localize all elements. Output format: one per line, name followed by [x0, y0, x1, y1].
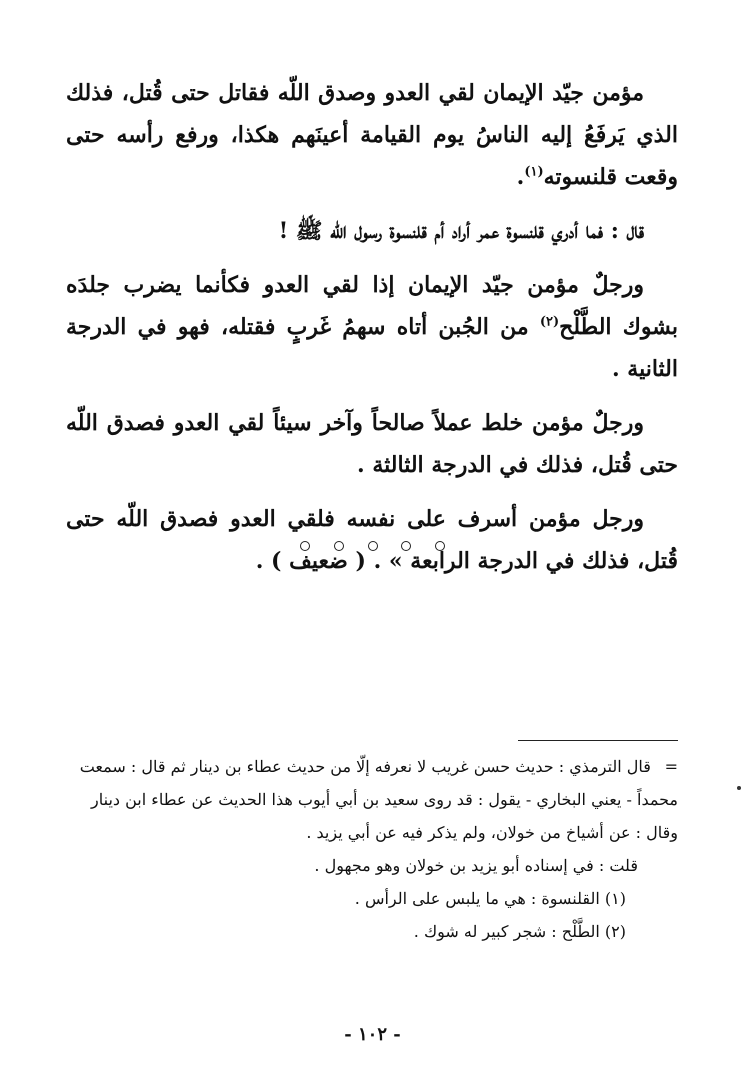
footnote-line-4: قلت : في إسناده أبو يزيد بن خولان وهو مجهول . [314, 856, 638, 875]
footnotes [60, 750, 678, 948]
footnote-1-text: القلنسوة : هي ما يلبس على الرأس . [354, 889, 600, 908]
separator-circle-icon [368, 541, 378, 551]
hadith-grade: ( ضعيف ) [271, 548, 366, 574]
main-text [66, 72, 678, 594]
paragraph-3 [66, 264, 678, 390]
page-number: - ١٠٢ - [344, 1024, 401, 1045]
continuation-mark: = [664, 757, 678, 776]
paragraph-5-text: ورجل مؤمن أسرف على نفسه فلقي العدو فصدق اللّه حتى قُتل، فذلك في الدرجة الرابعة » . [66, 506, 678, 574]
footnote-2-text: الطَّلْح : شجر كبير له شوك . [413, 922, 600, 941]
separator-circle-icon [334, 541, 344, 551]
footnote-divider [518, 740, 678, 741]
paragraph-3-text-a: ورجلٌ مؤمن جيّد الإيمان إذا لقي العدو فكأنما يضرب جلدَه بشوك الطَّلْح [66, 272, 678, 340]
footnote-1-number: (١) [604, 889, 626, 908]
separator-circle-icon [401, 541, 411, 551]
footnote-ref-1[interactable]: (١) [524, 164, 544, 180]
footnote-line-2: محمداً - يعني البخاري - يقول : قد روى سعيد بن أبي أيوب هذا الحديث عن عطاء ابن دينار [91, 790, 678, 809]
paragraph-2: قال : فما أدري قلنسوة عمر أراد أم قلنسوة رسول اللّه ﷺ ! [278, 218, 644, 244]
paragraph-1 [66, 72, 678, 198]
section-separator [300, 541, 445, 551]
footnote-1 [60, 882, 678, 915]
paragraph-1-end: . [516, 164, 525, 190]
separator-circle-icon [435, 541, 445, 551]
footnote-line-1 [60, 750, 678, 783]
footnote-2 [60, 915, 678, 948]
paragraph-3-text-b: من الجُبن أتاه سهمُ غَربٍ فقتله، فهو في الدرجة الثانية . [66, 314, 678, 382]
footnote-line-3: وقال : عن أشياخ من خولان، ولم يذكر فيه عن أبي يزيد . [306, 823, 678, 842]
paragraph-5-end: . [255, 548, 264, 574]
separator-circle-icon [300, 541, 310, 551]
paragraph-4: ورجلٌ مؤمن خلط عملاً صالحاً وآخر سيئاً لقي العدو فصدق اللّه حتى قُتل، فذلك في الدرجة الثالثة . [66, 410, 678, 478]
footnote-2-number: (٢) [604, 922, 626, 941]
paragraph-5 [66, 498, 678, 582]
paragraph-1-text: مؤمن جيّد الإيمان لقي العدو وصدق اللّه فقاتل حتى قُتل، فذلك الذي يَرفَعُ إليه الناسُ يوم القيامة أعينَهم هكذا، ورفع رأسه حتى وقعت قلنسوته [66, 80, 678, 190]
footnote-line-1-text: قال الترمذي : حديث حسن غريب لا نعرفه إلّا من حديث عطاء بن دينار ثم قال : سمعت [79, 757, 651, 776]
footnote-ref-2[interactable]: (٢) [539, 314, 560, 330]
scan-mark-icon [737, 786, 741, 790]
